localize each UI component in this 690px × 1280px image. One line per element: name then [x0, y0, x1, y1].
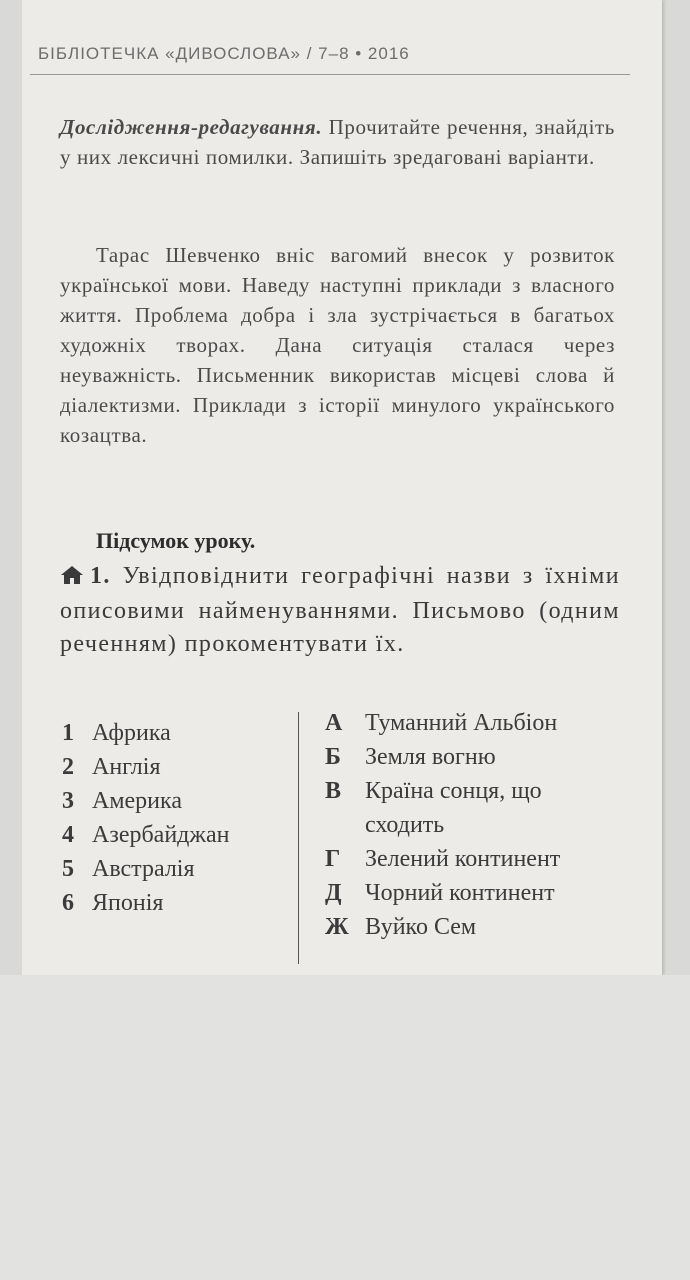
- list-item: [325, 706, 560, 740]
- background-surface: [0, 975, 690, 1280]
- list-item: [325, 774, 560, 808]
- list-item: [62, 886, 229, 920]
- list-item: [62, 818, 229, 852]
- item-letter: Б: [325, 744, 341, 770]
- item-letter: Г: [325, 846, 341, 872]
- list-item: [325, 910, 560, 944]
- list-item: [325, 876, 560, 910]
- header-rule: [30, 74, 630, 75]
- item-number: 5: [62, 856, 74, 882]
- item-letter: А: [325, 710, 343, 736]
- country-list: [62, 716, 229, 920]
- item-text: Туманний Альбіон: [365, 710, 558, 736]
- homework-number: 1.: [90, 563, 111, 589]
- exercise-text: Тарас Шевченко вніс вагомий внесок у розвиток української мови. Наведу наступні приклади з власного життя. Проблема добра і зла зустрічається в багатьох художніх творах. Дана ситуація сталася через неуважність. Письменник використав місцеві слова й діалектизми. Приклади з історії минулого українського козацтва.: [60, 243, 615, 447]
- homework-text: Увідповіднити географічні назви з їхніми описовими найменуваннями. Письмово (одним реченням) прокоментувати їх.: [60, 563, 620, 657]
- list-item: [62, 716, 229, 750]
- item-number: 4: [62, 822, 74, 848]
- item-letter: Д: [325, 880, 342, 906]
- item-text: Країна сонця, що: [365, 778, 542, 804]
- item-text: Японія: [92, 890, 164, 916]
- list-item: [325, 740, 560, 774]
- exercise-title: Дослідження-редагування.: [60, 115, 323, 139]
- item-continuation: сходить: [365, 812, 445, 838]
- house-icon: [60, 562, 84, 595]
- list-item: [325, 842, 560, 876]
- page-header: БІБЛІОТЕЧКА «ДИВОСЛОВА» / 7–8 • 2016: [38, 44, 410, 63]
- item-text: Азербайджан: [92, 822, 230, 848]
- list-item: [62, 784, 229, 818]
- item-text: Вуйко Сем: [365, 914, 477, 940]
- item-text: Англія: [92, 754, 161, 780]
- item-number: 1: [62, 720, 74, 746]
- item-text: Африка: [92, 720, 171, 746]
- exercise-instruction-text: Прочитайте речення, знайдіть у них лексичні помилки. Запишіть зредаговані варіанти.: [60, 115, 615, 169]
- homework-task: [60, 560, 620, 661]
- item-text: Земля вогню: [365, 744, 496, 770]
- item-letter: В: [325, 778, 342, 804]
- item-text: Чорний континент: [365, 880, 555, 906]
- item-text: Америка: [92, 788, 182, 814]
- list-item: [62, 852, 229, 886]
- exercise-instruction: [60, 112, 615, 172]
- item-text: Австралія: [92, 856, 195, 882]
- item-letter: Ж: [325, 914, 349, 940]
- item-number: 3: [62, 788, 74, 814]
- item-text: Зелений континент: [365, 846, 561, 872]
- item-number: 6: [62, 890, 74, 916]
- item-number: 2: [62, 754, 74, 780]
- column-divider: [298, 712, 299, 964]
- summary-heading: Підсумок уроку.: [96, 528, 256, 553]
- description-list: [325, 706, 560, 944]
- list-item: [62, 750, 229, 784]
